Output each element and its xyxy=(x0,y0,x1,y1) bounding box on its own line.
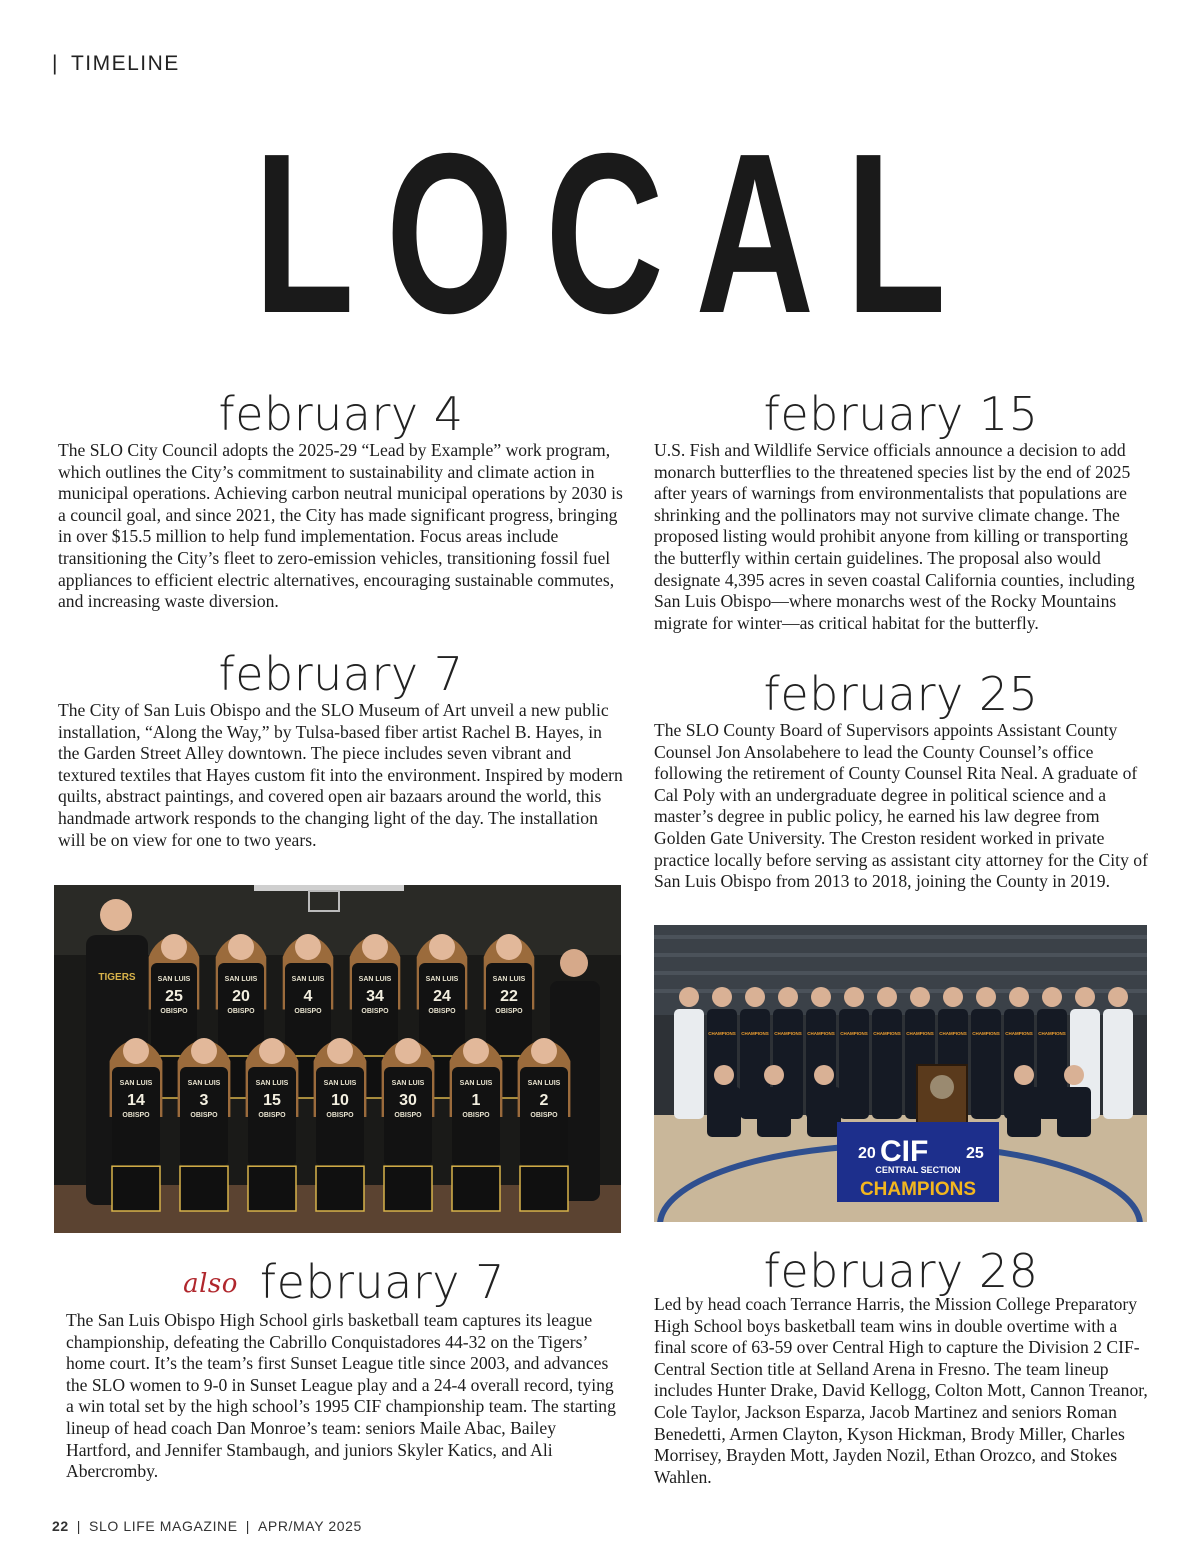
shirt-text: CHAMPIONS xyxy=(1038,1031,1066,1036)
issue-date: APR/MAY 2025 xyxy=(257,1518,362,1534)
page-headline: LOCAL xyxy=(253,107,978,361)
jersey-text: OBISPO xyxy=(294,1008,322,1015)
jersey-text: OBISPO xyxy=(190,1112,218,1119)
banner-year-right: 25 xyxy=(966,1145,984,1162)
entry-text: U.S. Fish and Wildlife Service officials announce a decision to add monarch butterflies to the threatened species list by the end of 2025 after years of warnings from environmentalists that populations are shrinking and the pollinators may not survive climate change. The proposed listing would prohibit anyone from killing or transporting the butterfly within certain guidelines. The proposal also would designate 4,395 acres in seven coastal California counties, including San Luis Obispo—where monarchs west of the Rocky Mountains migrate for winter—as critical habitat for the butterfly. xyxy=(654,440,1135,633)
jersey-number: 25 xyxy=(165,988,183,1005)
timeline-entry-feb-7 xyxy=(58,648,624,851)
jersey-text: OBISPO xyxy=(361,1008,389,1015)
jersey-text: SAN LUIS xyxy=(358,976,392,983)
entry-date: february 7 xyxy=(218,647,464,701)
jersey-number: 30 xyxy=(399,1092,417,1109)
timeline-entry-feb-4 xyxy=(58,388,624,613)
jersey-text: SAN LUIS xyxy=(323,1080,357,1087)
shirt-text: CHAMPIONS xyxy=(840,1031,868,1036)
jersey-number: 14 xyxy=(127,1092,145,1109)
entry-date: february 28 xyxy=(763,1244,1039,1298)
timeline-entry-feb-7-also xyxy=(66,1256,622,1483)
section-label-text: TIMELINE xyxy=(70,52,180,75)
jersey-text: SAN LUIS xyxy=(527,1080,561,1087)
entry-text: The San Luis Obispo High School girls basketball team captures its league championship, defeating the Cabrillo Conquistadores 44-32 on the Tigers’ home court. It’s the team’s first Sunset League title since 2003, and advances the SLO women to 9-0 in Sunset League play and a 24-4 overall record, tying a win total set by the high school’s 1995 CIF championship team. The starting lineup of head coach Dan Monroe’s team: seniors Maile Abac, Bailey Hartford, and Jennifer Stambaugh, and juniors Skyler Katics, and Ali Abercromby. xyxy=(66,1310,616,1482)
jersey-text: OBISPO xyxy=(462,1112,490,1119)
shirt-text: CHAMPIONS xyxy=(906,1031,934,1036)
shirt-text: CHAMPIONS xyxy=(939,1031,967,1036)
jersey-text: SAN LUIS xyxy=(391,1080,425,1087)
entry-date: february 4 xyxy=(218,387,464,441)
front-row-player xyxy=(246,1038,299,1211)
front-row-player xyxy=(382,1038,435,1211)
team-photo-illustration xyxy=(54,885,621,1233)
timeline-entry-feb-15 xyxy=(654,388,1148,634)
page-number: 22 xyxy=(52,1518,69,1534)
jersey-text: SAN LUIS xyxy=(119,1080,153,1087)
jersey-text: SAN LUIS xyxy=(224,976,258,983)
jersey-text: OBISPO xyxy=(160,1008,188,1015)
jersey-text: SAN LUIS xyxy=(291,976,325,983)
banner-main: CHAMPIONS xyxy=(859,1179,977,1200)
banner-subtitle: CENTRAL SECTION xyxy=(875,1165,961,1175)
jersey-number: 10 xyxy=(331,1092,349,1109)
jersey-text: OBISPO xyxy=(394,1112,422,1119)
jersey-text: OBISPO xyxy=(495,1008,523,1015)
coach-shirt-text: TIGERS xyxy=(98,972,136,983)
champions-banner xyxy=(837,1122,999,1202)
front-row-player xyxy=(450,1038,503,1211)
jersey-number: 34 xyxy=(366,988,384,1005)
page-footer: 22 | SLO LIFE MAGAZINE | APR/MAY 2025 xyxy=(52,1518,362,1534)
also-label: also xyxy=(183,1269,238,1299)
jersey-text: SAN LUIS xyxy=(187,1080,221,1087)
jersey-text: OBISPO xyxy=(122,1112,150,1119)
shirt-text: CHAMPIONS xyxy=(774,1031,802,1036)
jersey-number: 4 xyxy=(303,988,313,1005)
section-label: | TIMELINE xyxy=(52,52,180,75)
shirt-text: CHAMPIONS xyxy=(708,1031,736,1036)
jersey-text: OBISPO xyxy=(428,1008,456,1015)
shirt-text: CHAMPIONS xyxy=(741,1031,769,1036)
front-row-player xyxy=(110,1038,163,1211)
entry-date: february 15 xyxy=(763,387,1039,441)
team-photo-illustration xyxy=(654,925,1147,1222)
banner-title: CIF xyxy=(880,1135,929,1168)
entry-date: february 7 xyxy=(259,1255,505,1309)
jersey-text: OBISPO xyxy=(326,1112,354,1119)
shirt-text: CHAMPIONS xyxy=(873,1031,901,1036)
jersey-number: 2 xyxy=(539,1092,549,1109)
entry-date: february 25 xyxy=(763,667,1039,721)
jersey-number: 22 xyxy=(500,988,518,1005)
jersey-number: 1 xyxy=(471,1092,481,1109)
publication-name: SLO LIFE MAGAZINE xyxy=(89,1518,238,1534)
jersey-text: SAN LUIS xyxy=(255,1080,289,1087)
jersey-text: SAN LUIS xyxy=(459,1080,493,1087)
jersey-text: OBISPO xyxy=(227,1008,255,1015)
jersey-number: 3 xyxy=(199,1092,209,1109)
shirt-text: CHAMPIONS xyxy=(807,1031,835,1036)
entry-text: The SLO County Board of Supervisors appoints Assistant County Counsel Jon Ansolabehere to lead the County Counsel’s office following the retirement of County Counsel Rita Neal. A graduate of Cal Poly with an undergraduate degree in political science and a master’s degree in public policy, he earned his law degree from Golden Gate University. The Creston resident worked in private practice locally before serving as assistant city attorney for the City of San Luis Obispo from 2013 to 2018, joining the County in 2019. xyxy=(654,720,1148,892)
boys-basketball-team-photo xyxy=(654,925,1147,1222)
shirt-text: CHAMPIONS xyxy=(1005,1031,1033,1036)
jersey-text: OBISPO xyxy=(530,1112,558,1119)
front-row-player xyxy=(518,1038,571,1211)
girls-basketball-team-photo xyxy=(54,885,621,1233)
banner-year-left: 20 xyxy=(858,1145,876,1162)
timeline-entry-feb-25 xyxy=(654,668,1148,893)
entry-text: The City of San Luis Obispo and the SLO Museum of Art unveil a new public installation, “Along the Way,” by Tulsa-based fiber artist Rachel B. Hayes, in the Garden Street Alley downtown. The piece includes seven vibrant and textured textiles that Hayes custom fit into the environment. Inspired by modern quilts, abstract paintings, and covered open air bazaars around the world, this handmade artwork responds to the changing light of the day. The installation will be on view for one to two years. xyxy=(58,700,623,850)
entry-text: Led by head coach Terrance Harris, the Mission College Preparatory High School boys basketball team wins in double overtime with a final score of 63-59 over Central High to capture the Division 2 CIF-Central Section title at Selland Arena in Fresno. The team lineup includes Hunter Drake, David Kellogg, Colton Mott, Cannon Treanor, Cole Taylor, Jackson Esparza, Jacob Martinez and seniors Roman Benedetti, Armen Clayton, Kyson Hickman, Brody Miller, Charles Morrisey, Brayden Mott, Jayden Nozil, Ethan Orozco, and Stokes Wahlen. xyxy=(654,1294,1148,1487)
entry-text: The SLO City Council adopts the 2025-29 “Lead by Example” work program, which outlines the City’s commitment to sustainability and climate action in municipal operations. Achieving carbon neutral municipal operations by 2030 is a council goal, and since 2021, the City has made significant progress, bringing in over $15.5 million to help fund implementation. Focus areas include transitioning the City’s fleet to zero-emission vehicles, transitioning fossil fuel appliances to efficient electric alternatives, encouraging sustainable commutes, and increasing waste diversion. xyxy=(58,440,623,612)
jersey-text: SAN LUIS xyxy=(157,976,191,983)
jersey-number: 15 xyxy=(263,1092,281,1109)
jersey-number: 20 xyxy=(232,988,250,1005)
jersey-text: SAN LUIS xyxy=(425,976,459,983)
front-row-player xyxy=(178,1038,231,1211)
jersey-text: SAN LUIS xyxy=(492,976,526,983)
entry-date-row xyxy=(66,1256,622,1310)
front-row-player xyxy=(314,1038,367,1211)
jersey-number: 24 xyxy=(433,988,451,1005)
timeline-entry-feb-28 xyxy=(654,1244,1148,1488)
jersey-text: OBISPO xyxy=(258,1112,286,1119)
shirt-text: CHAMPIONS xyxy=(972,1031,1000,1036)
